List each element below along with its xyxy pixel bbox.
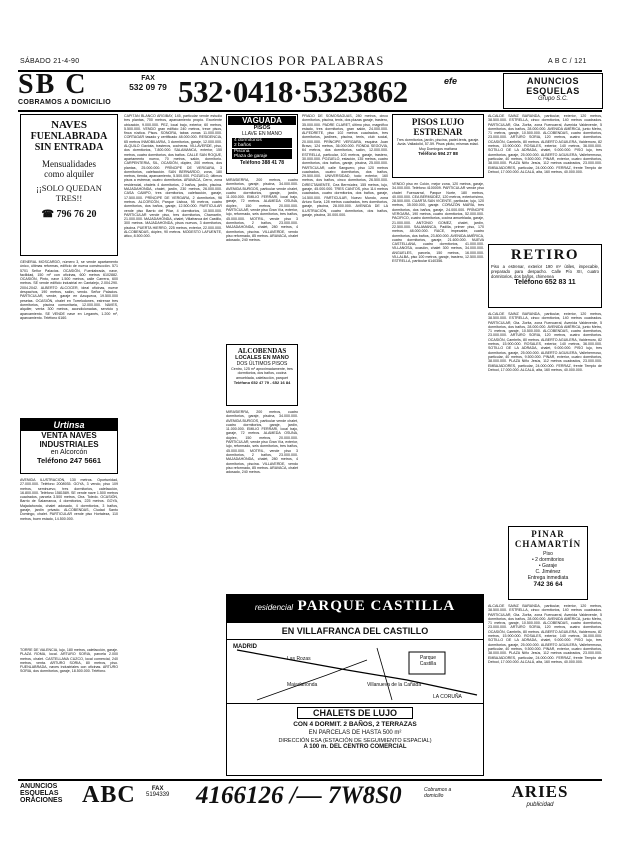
- ultimos-pisos: DOS ÚLTIMOS PISOS: [236, 361, 288, 367]
- sbc-fax-number: 532 09 79: [129, 82, 167, 92]
- vaguada-phone: Teléfono 388 41 78: [239, 159, 285, 166]
- parque-name: PARQUE CASTILLA: [297, 598, 456, 614]
- pinar-piso: Piso: [543, 551, 553, 557]
- page-number: A B C / 121: [548, 58, 587, 65]
- banner-bottom-rule: [18, 110, 602, 112]
- chalets-distancia: A 100 m. DEL CENTRO COMERCIAL: [303, 744, 407, 750]
- map-label-parque: Parque Castilla: [419, 655, 437, 667]
- naves-phone: ☎ 796 76 20: [41, 209, 97, 220]
- footer-fax: [146, 786, 169, 798]
- footer-fax-number: 5194339: [146, 792, 170, 798]
- sbc-efe: efe: [444, 76, 458, 86]
- chalets-direccion: DIRECCIÓN ESA (ESTACIÓN DE SEGUIMIENTO ESPACIAL): [278, 738, 432, 744]
- footer-cobramos: Cobramos a domicilio: [424, 787, 452, 799]
- vaguada-title: VAGUADA: [228, 116, 296, 125]
- pisos-lujo-estrenar: ESTRENAR: [413, 127, 463, 137]
- pisos-lujo-ad: [392, 114, 484, 178]
- locales-phone: Teléfono 652 47 79 - 652 16 84: [233, 379, 291, 385]
- header-date: SÁBADO 21-4-90: [20, 58, 80, 65]
- aries-sub: publicidad: [526, 802, 554, 808]
- footer-anuncios-label: [20, 783, 78, 804]
- parque-location: EN VILLAFRANCA DEL CASTILLO: [227, 623, 483, 640]
- pinar-garaje: • Garaje: [538, 563, 558, 569]
- anuncios-esquelas-box: [503, 73, 603, 109]
- parque-castilla-ad: [226, 594, 484, 776]
- footer-fax-label: FAX: [151, 786, 164, 792]
- map-label-majadahonda: Majadahonda: [287, 682, 318, 688]
- naves-tres: TRES!!: [55, 193, 83, 203]
- col2-listings: CAPITÁN BLANCO ARGIBAY, 145, particular vende estudio tres plantas, 700 metros, aparcamiento propio. Excelente ubicación, 9.000.000. PEZ, local bajo, exterior, 60 metros, 5.500.000. VENDO gran edificio 240 metros, trece pisos, finca rústica. Pisos. SONORA, tabas zonas 11.000.000. CORTAGAR tasado y certificado 48.000.000. RESIDENCIA, 65 metros INMOBILIARIA, 3 dormitorios, garaje, 12.000.000. ALQUILO Gaviota, trasteros, cocheras. VILLAVERDE, piso, dos dormitorios, 7.800.000. SALAMANCA, exterior, 150 metros, cuatro dormitorios, dos baños. CALLE SAN ROQUE, apartamento nuevo, 70 metros, salón, dormitorio. CARPENTERIA, SIL, OCASIÓN, dúplex, 200 metros, dos plantas, 25.000.000. PRÍNCIPE DE VERGARA, 3 dormitorios, calefacción. SAN BERNARDO, zona, 180 metros, tienda, aparcamiento, 5.500.000. POZUELO, últimos pisos a estrenar, cuatro dormitorios. ARAVACA, Cerro, zona residencial, chalets 4 dormitorios, 2 baños, jardín, piscina. MAJADAHONDA, chalet, jardín, 230 metros, 26.000.000. CASA CAMPO, tres dormitorios, calefacción, garaje, 17.500.000. PRÍNCIPE DE VERGARA, 2 dormitorios, 96 metros. ALCORCÓN, Parque Lisboa, 95 metros, cuatro dormitorios, dos baños, garaje, 12.500.000. PARTICULAR vende piso Barrio del Pilar, 4 dormitorios, 10.500.000. PARTICULAR vende piso, tres dormitorios, Chamartín, 21.000.000. MAJADAHONDA, chalet, Villafranca del Castillo, 300 metros. MAJADAHONDA, pisos nuevos, 3 dormitorios, piscina. PUERTA HIERRO, 225 metros, exterior, 22.000.000. ALCOBENDAS, dúplex, 90 metros. MODESTO LAFUENTE, ático, 8.500.000.: [124, 114, 222, 239]
- naves-entrada: SIN ENTRADA: [34, 142, 104, 153]
- chamartin-title: CHAMARTÍN: [514, 539, 582, 549]
- footer-oraciones: ORACIONES: [20, 797, 63, 804]
- retiro-title: RETIRO: [510, 247, 580, 263]
- pinar-entrega: Entrega inmediata: [527, 575, 569, 581]
- alcobendas-locales-ad: [226, 344, 298, 406]
- sbc-logo: [18, 71, 128, 109]
- esquelas-line: ESQUELAS: [526, 86, 580, 96]
- pinar-chamartin-ad: [508, 526, 588, 600]
- col5-listings: VENDO piso en Colón, mejor zona, 120 metros, garaje, 34.000.000. Teléfono 4100009. PARTICULAR vende piso chalet Fuencarral, Parque Norte, 180 metros, 40.000.000. CEA BERMÚDEZ, 120 metros, exteriorísimo, 28.500.000. CUARTA SAN VICENTE, particular, lujo, 120 metros, 35.000.000, garaje. CORAZÓN MARÍA, tres dormitorios, dos baños, garaje, 24.000.000. PRÍNCIPE VERGARA, 190 metros, cuatro dormitorios, 52.000.000. PACIFICO, cuatro dormitorios, cocina amueblada, garaje, 21.000.000. ANTONIO GOMEZ, chalet, jardín, 22.500.000. SALAMANCA, Padilla, primer piso, 170 metros, 48.000.000. RACE, impecable, cuatro dormitorios, dos baños, 23.800.000. AVENIDA AMÉRICA, cuatro dormitorios, garaje, 21.600.000. NUEVA CASTELLANA, cuatro dormitorios, 41.000.000. VILLANOSA, ocasión, chalet 300 metros, 34.000.000. ANGUELES, parcela, 150 metros, 16.000.000. VILLALBA, piso 100 metros, garaje, trastero, 12.500.000. ESTRELLA, particular 6140356.: [392, 182, 484, 264]
- vaguada-pisos: PISOS: [253, 125, 271, 131]
- col3-top-listings: MIRASIERRA, 200 metros, cuatro dormitorios, garaje, piscina, 34.000.000. AVENIDA BURGOS, particular vende chalet, cuatro dormitorios, garaje, jardín, 11.000.000. EMILIO FERRARI, local bajo, garaje, 72 metros. ALAMEDA OSUNA, dúplex, 150 metros, 20.000.000. PARTICULAR, vende piso Gran Vía, exterior, lujo, reformado, seis dormitorios, tres baños, 45.000.000. MOTRIL, vende piso 3 dormitorios, 2 baños, 23.000.000. MAJADAHONDA, chalet, 280 metros, 4 dormitorios, piscina. VILLAVERDE, vendo piso reformado, 85 metros. ARAVACA, chalet adosado, 240 metros.: [226, 178, 298, 243]
- pinar-title: PINAR: [531, 529, 565, 539]
- vaguada-llave: LLAVE EN MANO: [242, 131, 282, 137]
- map-label-coruna: LA CORUÑA: [433, 694, 462, 700]
- footer-phones: 4166126 /— 7W8S0: [196, 782, 402, 809]
- parque-header: [227, 595, 483, 623]
- footer-anuncios: ANUNCIOS: [20, 783, 58, 790]
- locales-body: Centro, 125 m² aproximadamente, tres dormitorios, dos baños, cocina amueblada, calefacción, parquet: [231, 367, 293, 380]
- naves-quedan: ¡¡SOLO QUEDAN: [36, 183, 102, 193]
- map-label-villanueva: Villanueva de la Cañada: [367, 682, 422, 688]
- pisos-lujo-body: Tres dormitorios, jardín, piscina, padel-tenis, garaje. Avda. Valladolid, 57-59. Pisos piloto, mismas edad. Muy Domingos mañana: [396, 138, 480, 151]
- map-label-rozas: Las Rozas: [287, 656, 311, 662]
- footer-aries-logo: [478, 782, 602, 808]
- vaguada-ad: [226, 114, 298, 174]
- col1-bot-listings: TORRE DE VALENCIA, lujo, 180 metros, calefacción, garaje. PLAZA ROMA, local. ARTURO SORIA, parcela 2.000 metros, chalet. CASTELLANA CUZCO, local comercial, 240 metros, venta. ARTURO SORIA, 80 metros, piso. FUENLABRADA, naves industriales con oficinas. ARTURO SORIA, dos dormitorios, garaje, 18.500.000. Teléfono.: [20, 648, 118, 674]
- section-title: ANUNCIOS POR PALABRAS: [200, 54, 385, 68]
- urtinsa-phone: Teléfono 247 5661: [36, 456, 102, 465]
- naves-fuenlabrada-ad: [20, 114, 118, 256]
- pinar-jimenez: C. Jiménez: [535, 569, 561, 575]
- naves-title: NAVES: [51, 119, 87, 131]
- urtinsa-alcorcon: en Alcorcón: [50, 449, 88, 456]
- alcobendas-title: ALCOBENDAS: [237, 347, 287, 355]
- sbc-fax-label: FAX: [141, 75, 155, 82]
- col6-mid-listings: ALCALDE SAINZ BARANDA, particular, exterior, 120 metros, 38.500.000. ESTRELLA, cinco dormitorios, 140 metros cuadrados. PARTICULAR, Gta. Zorita, zona Fuencarral, Avenida Valdeverde, 5 dormitorios, dos baños, 28.000.000. AVENIDA AMÉRICA, junto Metro, 71 metros, garaje, 10.500.000. ALCOBENDAS, cuatro dormitorios, 23.000.000. ARTURO SORIA, 120 metros, cuatro dormitorios. OCASIÓN, Cambrils, 80 metros. ALBERTO AGUILERA, Valdemoro, 82 metros, 15.900.000. ROSALES, exterior, 140 metros, 36.000.000. SOTILLO DE LA ADRADA, chalet, 9.000.000. PISO lujo, tres dormitorios, garaje, 25.000.000. ALBERTO AGUILERA, Vallehermoso, particular, 40 metros, 9.500.000. PINAR, exterior, cuatro dormitorios, 38.000.000. PLAZA Niño Jesús, 112 metros cuadrados, 23.000.000. EMBAJADORES, particular, 24.000.000. FERRAZ, frente Templo de Debod, 17.000.000. ALCALÁ, alta, 160 metros, 40.000.000.: [488, 312, 602, 372]
- urtinsa-industriales: INDUSTRIALES: [39, 440, 99, 449]
- pisos-lujo-phone: Teléfono 594 27 88: [418, 150, 458, 156]
- grupo-sc: Grupo S.C.: [537, 96, 568, 102]
- col6-top-listings: ALCALDE SAINZ BARANDA, particular, exterior, 120 metros, 38.500.000. ESTRELLA, cinco dormitorios, 140 metros cuadrados. PARTICULAR, Gta. Zorita, zona Fuencarral, Avenida Valdeverde, 5 dormitorios, dos baños, 28.000.000. AVENIDA AMÉRICA, junto Metro, 71 metros, garaje, 10.500.000. ALCOBENDAS, cuatro dormitorios, 23.000.000. ARTURO SORIA, 120 metros, cuatro dormitorios. OCASIÓN, Cambrils, 80 metros. ALBERTO AGUILERA, Valdemoro, 82 metros, 15.900.000. ROSALES, exterior, 140 metros, 36.000.000. SOTILLO DE LA ADRADA, chalet, 9.000.000. PISO lujo, tres dormitorios, garaje, 25.000.000. ALBERTO AGUILERA, Vallehermoso, particular, 40 metros, 9.500.000. PINAR, exterior, cuatro dormitorios, 38.000.000. PLAZA Niño Jesús, 112 metros cuadrados, 23.000.000. EMBAJADORES, particular, 24.000.000. FERRAZ, frente Templo de Debod, 17.000.000. ALCALÁ, alta, 160 metros, 40.000.000.: [488, 114, 602, 174]
- pinar-phone: 742 36 64: [533, 581, 563, 588]
- chalets-title: CHALETS DE LUJO: [297, 707, 413, 719]
- footer-rule: [18, 779, 602, 781]
- urtinsa-brand: Urtinsa: [21, 419, 117, 431]
- aries-brand: ARIES: [511, 782, 569, 801]
- sbc-fax: [118, 75, 178, 92]
- pisos-lujo-title: PISOS LUJO: [411, 117, 465, 127]
- urtinsa-ad: [20, 418, 118, 474]
- sbc-tagline: COBRAMOS A DOMICILIO: [18, 99, 111, 106]
- vaguada-item: 2 baños: [232, 143, 292, 148]
- retiro-ad: [488, 244, 602, 308]
- map-label-madrid: MADRID: [233, 644, 257, 650]
- col3-bot-listings: MIRASIERRA, 200 metros, cuatro dormitorios, garaje, piscina, 34.000.000. AVENIDA BURGOS, particular vende chalet, cuatro dormitorios, garaje, jardín, 11.000.000. EMILIO FERRARI, local bajo, garaje, 72 metros. ALAMEDA OSUNA, dúplex, 150 metros, 20.000.000. PARTICULAR, vende piso Gran Vía, exterior, lujo, reformado, seis dormitorios, tres baños, 45.000.000. MOTRIL, vende piso 3 dormitorios, 2 baños, 23.000.000. MAJADAHONDA, chalet, 280 metros, 4 dormitorios, piscina. VILLAVERDE, vendo piso reformado, 85 metros. ARAVACA, chalet adosado, 240 metros.: [226, 410, 298, 475]
- anuncios-line: ANUNCIOS: [526, 76, 579, 86]
- vaguada-item: Piscina: [232, 149, 292, 154]
- vaguada-item: Plaza de garaje: [232, 154, 292, 159]
- col4-listings: PRADO DE SOMOSAGUAS, 280 metros, cinco dormitorios, piscina, tenis, dos plazas garaje, trastero, 35.000.000. PADRE CLARET, último piso, magnífico estado, tres dormitorios, gran salón, 24.000.000. ALFEDRETE, piso 102 metros cuadrados, tres dormitorios, jardines, piscina, tenis, club social, 20.000.000. PRÍNCIPE VERGARA, esquina Juan Bravo, 124 metros, 36.000.000. RONDA SEGOVIA, 64 metros, dos dormitorios, salón, 12.000.000. ESTRELLA, particular, 103 metros, garaje, trastero, 30.000.000. POZUELO, estación, 135 metros, cuatro dormitorios, dos baños, garaje, piscina, 25.000.000. PARTICULAR, calle Sanguero, piso 120 metros cuadrados, cuatro dormitorios, dos baños, 29.500.000. UNIVERSIDAD, todo exterior, 160 metros, dos baños, cinco dormitorios, 26.500.000. DIRECTAMENTE, Cea Bermúdez, 155 metros, lujo, garaje, 45.000.000. TRES CANTOS, piso 114 metros cuadrados, cuatro dormitorios, dos baños, garaje, 14.500.000. PARTICULAR, Nuevo Mundo, zona Arturo Soria, 128 metros cuadrados, tres dormitorios, garaje, piscina, 28.000.000. AVENIDA DE LA ILUSTRACIÓN, cuatro dormitorios, dos baños, garaje, piscina, 30.000.000.: [302, 114, 388, 217]
- pinar-dorms: • 2 dormitorios: [531, 557, 565, 563]
- retiro-body: Piso a estrenar, exterior 190 m² útiles, impecable, preparado para despacho. Calle Pío XII, cuatro dormitorios, dos baños, chimenea: [491, 264, 599, 279]
- chalets-line: CON 4 DORMIT. 2 BAÑOS, 2 TERRAZAS: [293, 721, 417, 728]
- retiro-phone: Teléfono 652 83 11: [514, 279, 576, 286]
- col1-top-listings: GENERAL MOSCARDÓ, número 3, se vende apartamento único, últimas reformas, edificio de nueva construcción. 571 5701 Señor Palacios. OCASIÓN, Fuenlabrada, nave, facilidad, 150 m² con oficinas, 600 metros 6102882. OCASIÓN, Pinto, nave 1.500 metros, calle Carrera, 600 metros. SE vende edificio industrial en Cantalejo, 2.004.290. 2004.2042. ALBERTO ALCOCER, ideal oficinas, nueve despachos, 190 metros, salón, vendo. Señor Palacios. PARTICULAR, vende, garaje en Azuqueca, 19.500.000 pesetas. OCASIÓN, chalet en Torrelodones, estrenar tres dormitorios, piscina comunitaria, 12.000.000. NAVES, alquiler, venta 300 metros, acondicionadas, servicio y aparcamiento. SE VENDE nave en Leganés, 1.200 m², aparcamiento. Teléfono 6160.: [20, 260, 118, 320]
- vaguada-item: 4 dormitorios: [232, 138, 292, 143]
- naves-mensualidades: Mensualidades: [42, 159, 96, 169]
- parque-map: [227, 640, 483, 704]
- col6-bot-listings: ALCALDE SAINZ BARANDA, particular, exterior, 120 metros, 38.500.000. ESTRELLA, cinco dormitorios, 140 metros cuadrados. PARTICULAR, Gta. Zorita, zona Fuencarral, Avenida Valdeverde, 5 dormitorios, dos baños, 28.000.000. AVENIDA AMÉRICA, junto Metro, 71 metros, garaje, 10.500.000. ALCOBENDAS, cuatro dormitorios, 23.000.000. ARTURO SORIA, 120 metros, cuatro dormitorios. OCASIÓN, Cambrils, 80 metros. ALBERTO AGUILERA, Valdemoro, 82 metros, 15.900.000. ROSALES, exterior, 140 metros, 36.000.000. SOTILLO DE LA ADRADA, chalet, 9.000.000. PISO lujo, tres dormitorios, garaje, 25.000.000. ALBERTO AGUILERA, Vallehermoso, particular, 40 metros, 9.500.000. PINAR, exterior, cuatro dormitorios, 38.000.000. PLAZA Niño Jesús, 112 metros cuadrados, 23.000.000. EMBAJADORES, particular, 24.000.000. FERRAZ, frente Templo de Debod, 17.000.000. ALCALÁ, alta, 160 metros, 40.000.000.: [488, 604, 602, 664]
- sbc-logo-text: SB C: [18, 69, 88, 100]
- footer-esquelas: ESQUELAS: [20, 790, 59, 797]
- col1-mid-listings: AVENIDA ILUSTRACIÓN, 130 metros. Oportunidad, 27.000.000. Teléfono 2008935. GOYA, 3 vendo, piso 109 metros, seminuevo, tres dormitorios, calefacción, 16.800.000. Teléfono 1581589. SE vende nave 1.500 metros cuadrados, parcela 3.500 metros, Ctra. Toledo. OCASIÓN, Barrio de Salamanca, 4 dormitorios, 225 metros. GOYA, Majadahonda, chalet adosado, 4 dormitorios, 3 baños, garaje, jardín privado. ALCOBENDAS, Ciudad Santo Domingo, chalet. PARTICULAR vende piso Hortaleza, 110 metros, buen estado, 14.500.000.: [20, 478, 118, 521]
- urtinsa-venta: VENTA NAVES: [41, 431, 97, 440]
- naves-alquiler: como alquiler: [44, 169, 94, 179]
- chalets-parcelas: EN PARCELAS DE HASTA 500 m²: [308, 730, 402, 736]
- locales-mano: LOCALES EN MANO: [235, 355, 289, 361]
- sbc-big-phones: 532·0418·5323862: [178, 74, 408, 109]
- naves-place: FUENLABRADA: [30, 131, 108, 142]
- parque-kicker: residencial: [254, 603, 294, 612]
- footer-abc-logo: ABC: [82, 782, 136, 808]
